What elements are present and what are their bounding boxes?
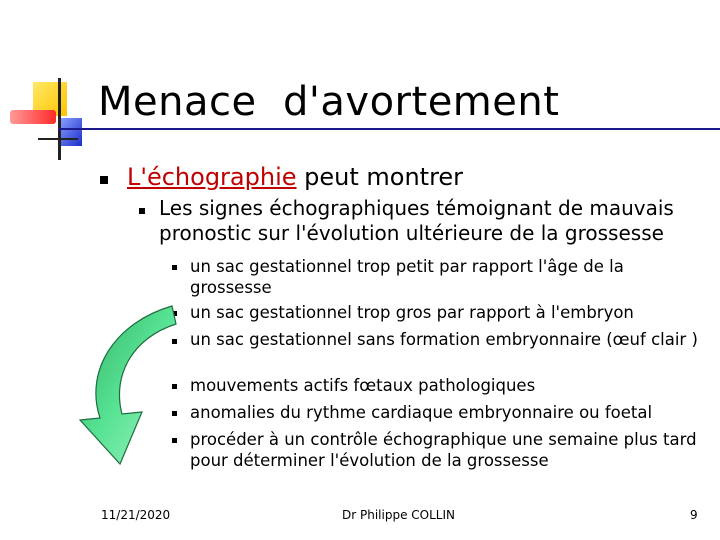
bullet-square-icon — [172, 265, 177, 270]
level2-item: Les signes échographiques témoignant de mauvais pronostic sur l'évolution ultérieure de la grossesse — [159, 196, 674, 245]
bullet-square-icon — [139, 208, 145, 214]
curved-arrow-icon — [76, 300, 186, 470]
footer-page-number: 9 — [690, 508, 698, 522]
list-item: un sac gestationnel trop petit par rapport l'âge de la grossesse — [190, 257, 624, 297]
bullet-square-icon — [100, 176, 108, 184]
echographie-link[interactable]: L'échographie — [127, 163, 297, 191]
level1-rest-text: peut montrer — [296, 163, 464, 191]
footer-author: Dr Philippe COLLIN — [342, 508, 455, 522]
list-item: anomalies du rythme cardiaque embryonnaire ou foetal — [190, 403, 653, 422]
slide-title: Menace d'avortement — [98, 79, 560, 125]
list-item: procéder à un contrôle échographique une semaine plus tard pour déterminer l'évolution de la grossesse — [190, 430, 697, 470]
list-item: un sac gestationnel trop gros par rapport à l'embryon — [190, 303, 634, 322]
slide-logo — [0, 0, 110, 170]
list-item: mouvements actifs fœtaux pathologiques — [190, 376, 536, 395]
level1-item — [127, 162, 463, 192]
footer-date: 11/21/2020 — [101, 508, 171, 522]
list-item: un sac gestationnel sans formation embryonnaire (œuf clair ) — [190, 330, 698, 349]
title-underline — [58, 128, 720, 130]
